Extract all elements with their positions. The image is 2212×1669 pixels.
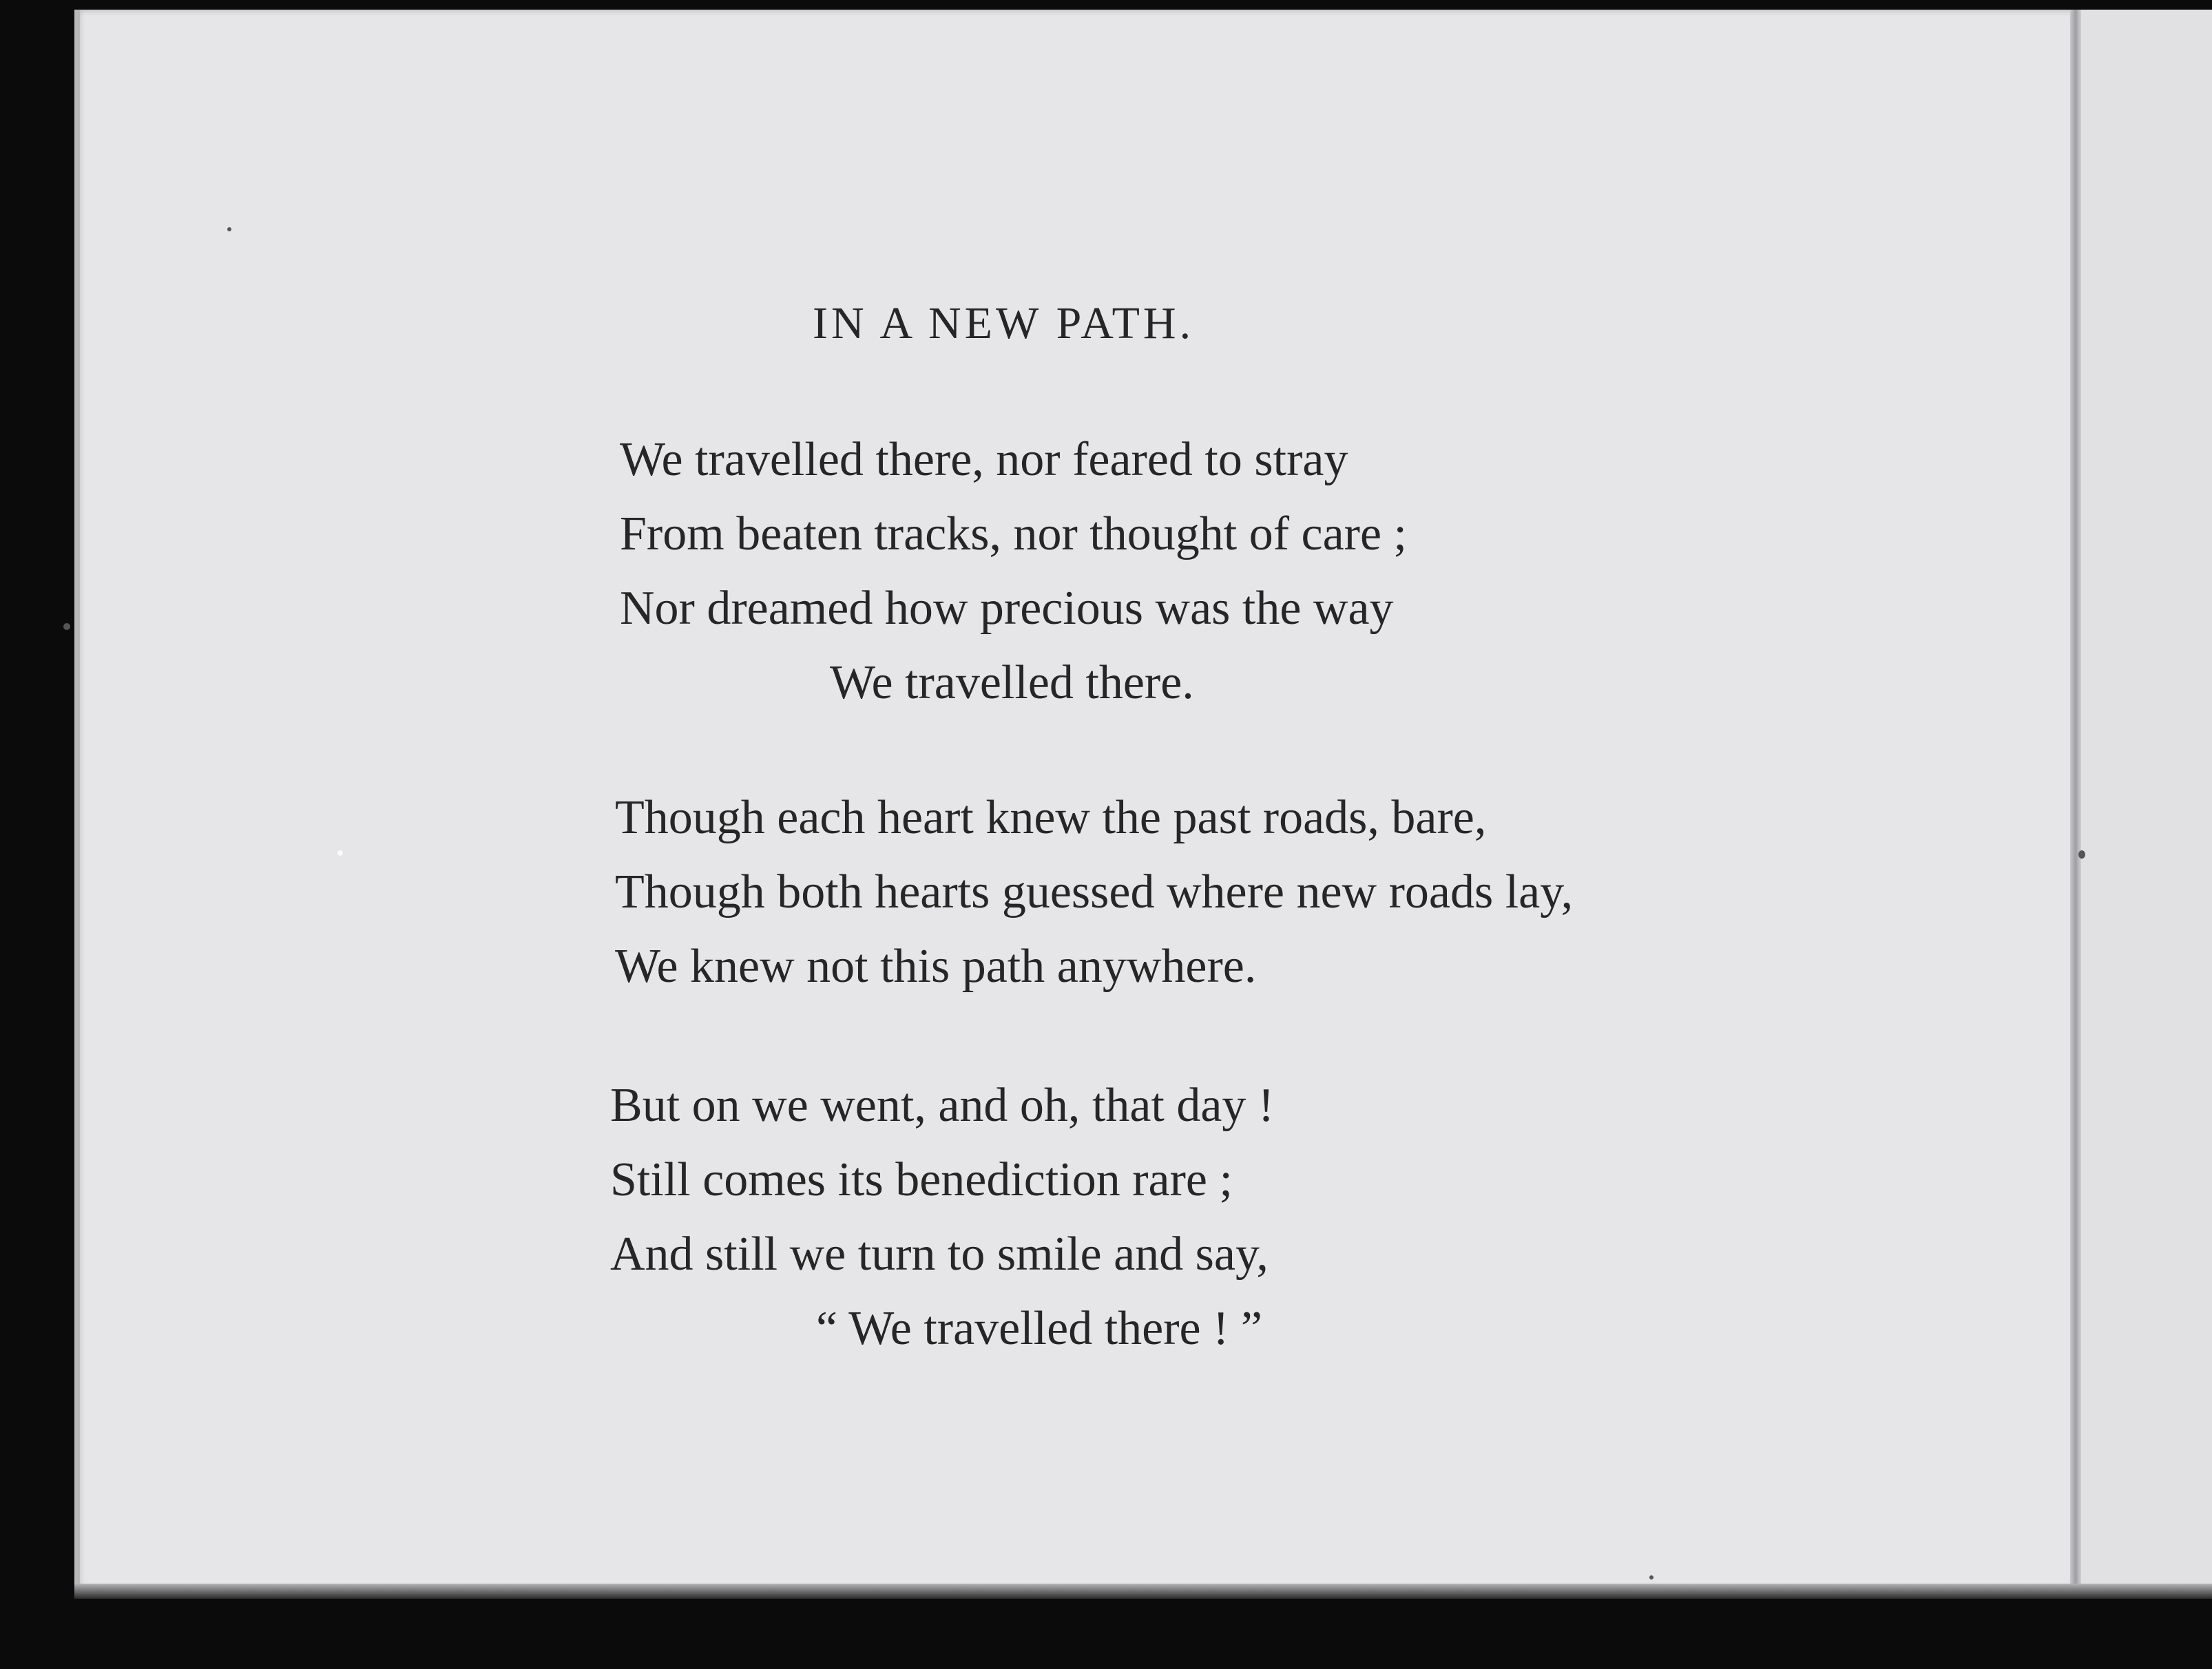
poem-line: From beaten tracks, nor thought of care ;	[620, 507, 1407, 560]
poem-line: We knew not this path anywhere.	[615, 940, 1257, 993]
poem-line: Though each heart knew the past roads, bare,	[615, 791, 1487, 844]
poem-line: But on we went, and oh, that day !	[610, 1079, 1275, 1132]
poem-line: “ We travelled there ! ”	[816, 1302, 1262, 1355]
poem-line: And still we turn to smile and say,	[610, 1228, 1269, 1281]
poem-title: IN A NEW PATH.	[813, 298, 1195, 348]
poem-line: Still comes its benediction rare ;	[610, 1153, 1233, 1206]
poem-line: Though both hearts guessed where new roads lay,	[615, 865, 1574, 919]
poem-line: We travelled there, nor feared to stray	[620, 433, 1348, 486]
poem-line: We travelled there.	[830, 656, 1194, 709]
poem-line: Nor dreamed how precious was the way	[620, 582, 1394, 635]
